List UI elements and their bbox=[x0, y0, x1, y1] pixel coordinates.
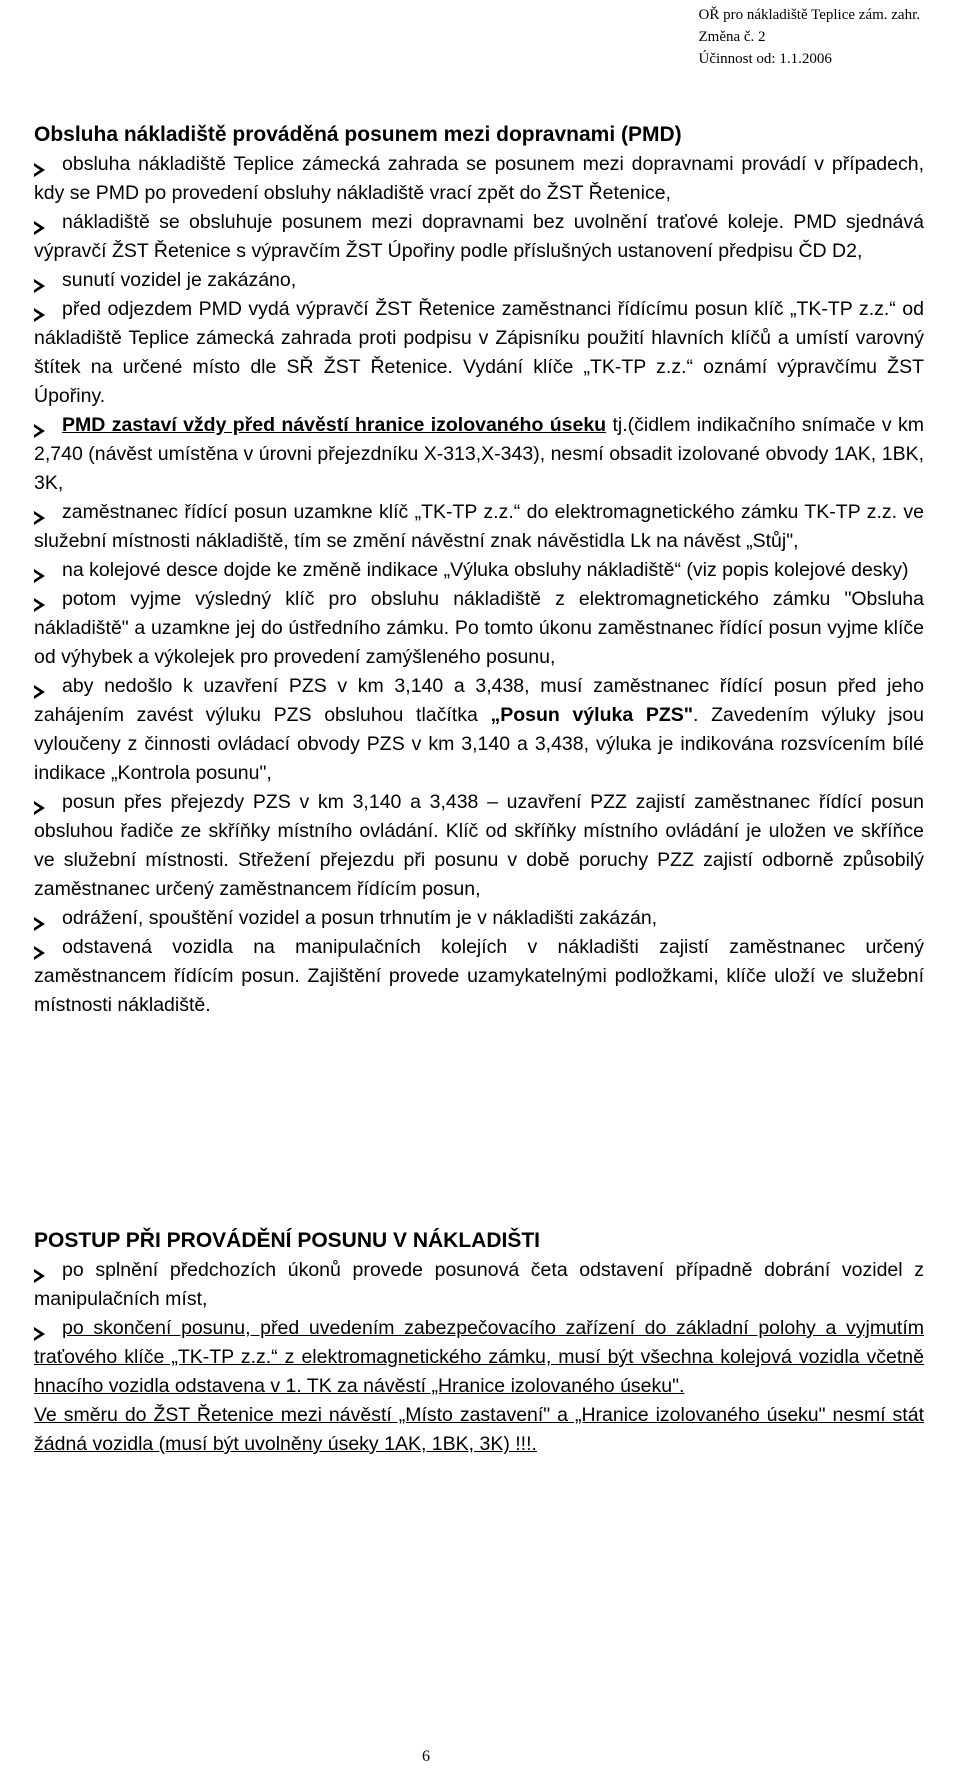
page-number: 6 bbox=[422, 1748, 430, 1765]
arrow-bullet-icon bbox=[32, 411, 58, 440]
postup-bullet-list bbox=[34, 1256, 924, 1401]
arrow-bullet-icon bbox=[32, 933, 58, 962]
arrow-bullet-icon bbox=[32, 295, 58, 324]
list-item: PMD zastaví vždy před návěstí hranice izolovaného úseku tj.(čidlem indikačního snímače v km 2,740 (návěst umístěna v úrovni přejezdníku X-313,X-343), nesmí obsadit izolované obvody 1AK, 1BK, 3K, bbox=[34, 411, 924, 498]
arrow-bullet-icon bbox=[32, 556, 58, 585]
list-item: odrážení, spouštění vozidel a posun trhnutím je v nákladišti zakázán, bbox=[34, 904, 924, 933]
warning-paragraph: Ve směru do ŽST Řetenice mezi návěstí „Místo zastavení" a „Hranice izolovaného úseku" nesmí stát žádná vozidla (musí být uvolněny úseky 1AK, 1BK, 3K) !!!. bbox=[34, 1404, 924, 1455]
list-item: posun přes přejezdy PZS v km 3,140 a 3,438 – uzavření PZZ zajistí zaměstnanec řídící posun obsluhou řadiče ze skříňky místního ovládání. Klíč od skříňky místního ovládání je uložen ve skříňce ve služební místnosti. Střežení přejezdu při posunu v době poruchy PZZ zajistí odborně způsobilý zaměstnanec určený zaměstnancem řídícím posun, bbox=[34, 788, 924, 904]
arrow-bullet-icon bbox=[32, 788, 58, 817]
header-line-2: Změna č. 2 bbox=[698, 29, 766, 45]
list-item: potom vyjme výsledný klíč pro obsluhu nákladiště z elektromagnetického zámku "Obsluha nákladiště" a uzamkne jej do ústředního zámku. Po tomto úkonu zaměstnanec řídící posun vyjme klíče od výhybek a výkolejek pro provedení zamýšleného posunu, bbox=[34, 585, 924, 672]
arrow-bullet-icon bbox=[32, 498, 58, 527]
arrow-bullet-icon bbox=[32, 1256, 58, 1285]
arrow-bullet-icon bbox=[32, 904, 58, 933]
section-title-pmd: Obsluha nákladiště prováděná posunem mezi dopravnami (PMD) bbox=[34, 123, 682, 146]
arrow-bullet-icon bbox=[32, 1314, 58, 1343]
arrow-bullet-icon bbox=[32, 266, 58, 295]
list-item: po splnění předchozích úkonů provede posunová četa odstavení případně dobrání vozidel z manipulačních míst, bbox=[34, 1256, 924, 1314]
document-body bbox=[34, 120, 924, 1459]
arrow-bullet-icon bbox=[32, 150, 58, 179]
pmd-bullet-list bbox=[34, 150, 924, 1020]
header-line-1: OŘ pro nákladiště Teplice zám. zahr. bbox=[698, 7, 920, 23]
list-item: před odjezdem PMD vydá výpravčí ŽST Řetenice zaměstnanci řídícímu posun klíč „TK-TP z.z.“ od nákladiště Teplice zámecká zahrada proti podpisu v Zápisníku použití hlavních klíčů a umístí varovný štítek na určené místo dle SŘ ŽST Řetenice. Vydání klíče „TK-TP z.z.“ oznámí výpravčímu ŽST Úpořiny. bbox=[34, 295, 924, 411]
document-header bbox=[698, 4, 920, 70]
list-item: sunutí vozidel je zakázáno, bbox=[34, 266, 924, 295]
pmd-stop-rule: PMD zastaví vždy před návěstí hranice izolovaného úseku bbox=[62, 414, 607, 436]
list-item: aby nedošlo k uzavření PZS v km 3,140 a 3,438, musí zaměstnanec řídící posun před jeho zahájením zavést výluku PZS obsluhou tlačítka „Posun výluka PZS". Zavedením výluky jsou vyloučeny z činnosti ovládací obvody PZS v km 3,140 a 3,438, výluka je indikována rozsvícením bílé indikace „Kontrola posunu", bbox=[34, 672, 924, 788]
arrow-bullet-icon bbox=[32, 585, 58, 614]
section-title-postup: POSTUP PŘI PROVÁDĚNÍ POSUNU V NÁKLADIŠTI bbox=[34, 1229, 541, 1252]
list-item: odstavená vozidla na manipulačních kolejích v nákladišti zajistí zaměstnanec určený zaměstnancem řídícím posun. Zajištění provede uzamykatelnými podložkami, klíče uloží ve služební místnosti nákladiště. bbox=[34, 933, 924, 1020]
section-spacer bbox=[34, 1020, 924, 1226]
list-item: nákladiště se obsluhuje posunem mezi dopravnami bez uvolnění traťové koleje. PMD sjednává výpravčí ŽST Řetenice s výpravčím ŽST Úpořiny podle příslušných ustanovení předpisu ČD D2, bbox=[34, 208, 924, 266]
arrow-bullet-icon bbox=[32, 672, 58, 701]
button-name-posun-vyluka: „Posun výluka PZS" bbox=[490, 704, 694, 726]
list-item: po skončení posunu, před uvedením zabezpečovacího zařízení do základní polohy a vyjmutím traťového klíče „TK-TP z.z.“ z elektromagnetického zámku, musí být všechna kolejová vozidla včetně hnacího vozidla odstavena v 1. TK za návěstí „Hranice izolovaného úseku". bbox=[34, 1314, 924, 1401]
arrow-bullet-icon bbox=[32, 208, 58, 237]
list-item: na kolejové desce dojde ke změně indikace „Výluka obsluhy nákladiště“ (viz popis kolejové desky) bbox=[34, 556, 924, 585]
list-item: zaměstnanec řídící posun uzamkne klíč „TK-TP z.z.“ do elektromagnetického zámku TK-TP z.z. ve služební místnosti nákladiště, tím se změní návěstní znak návěstidla Lk na návěst „Stůj", bbox=[34, 498, 924, 556]
list-item: obsluha nákladiště Teplice zámecká zahrada se posunem mezi dopravnami provádí v případech, kdy se PMD po provedení obsluhy nákladiště vrací zpět do ŽST Řetenice, bbox=[34, 150, 924, 208]
header-line-3: Účinnost od: 1.1.2006 bbox=[698, 51, 832, 67]
